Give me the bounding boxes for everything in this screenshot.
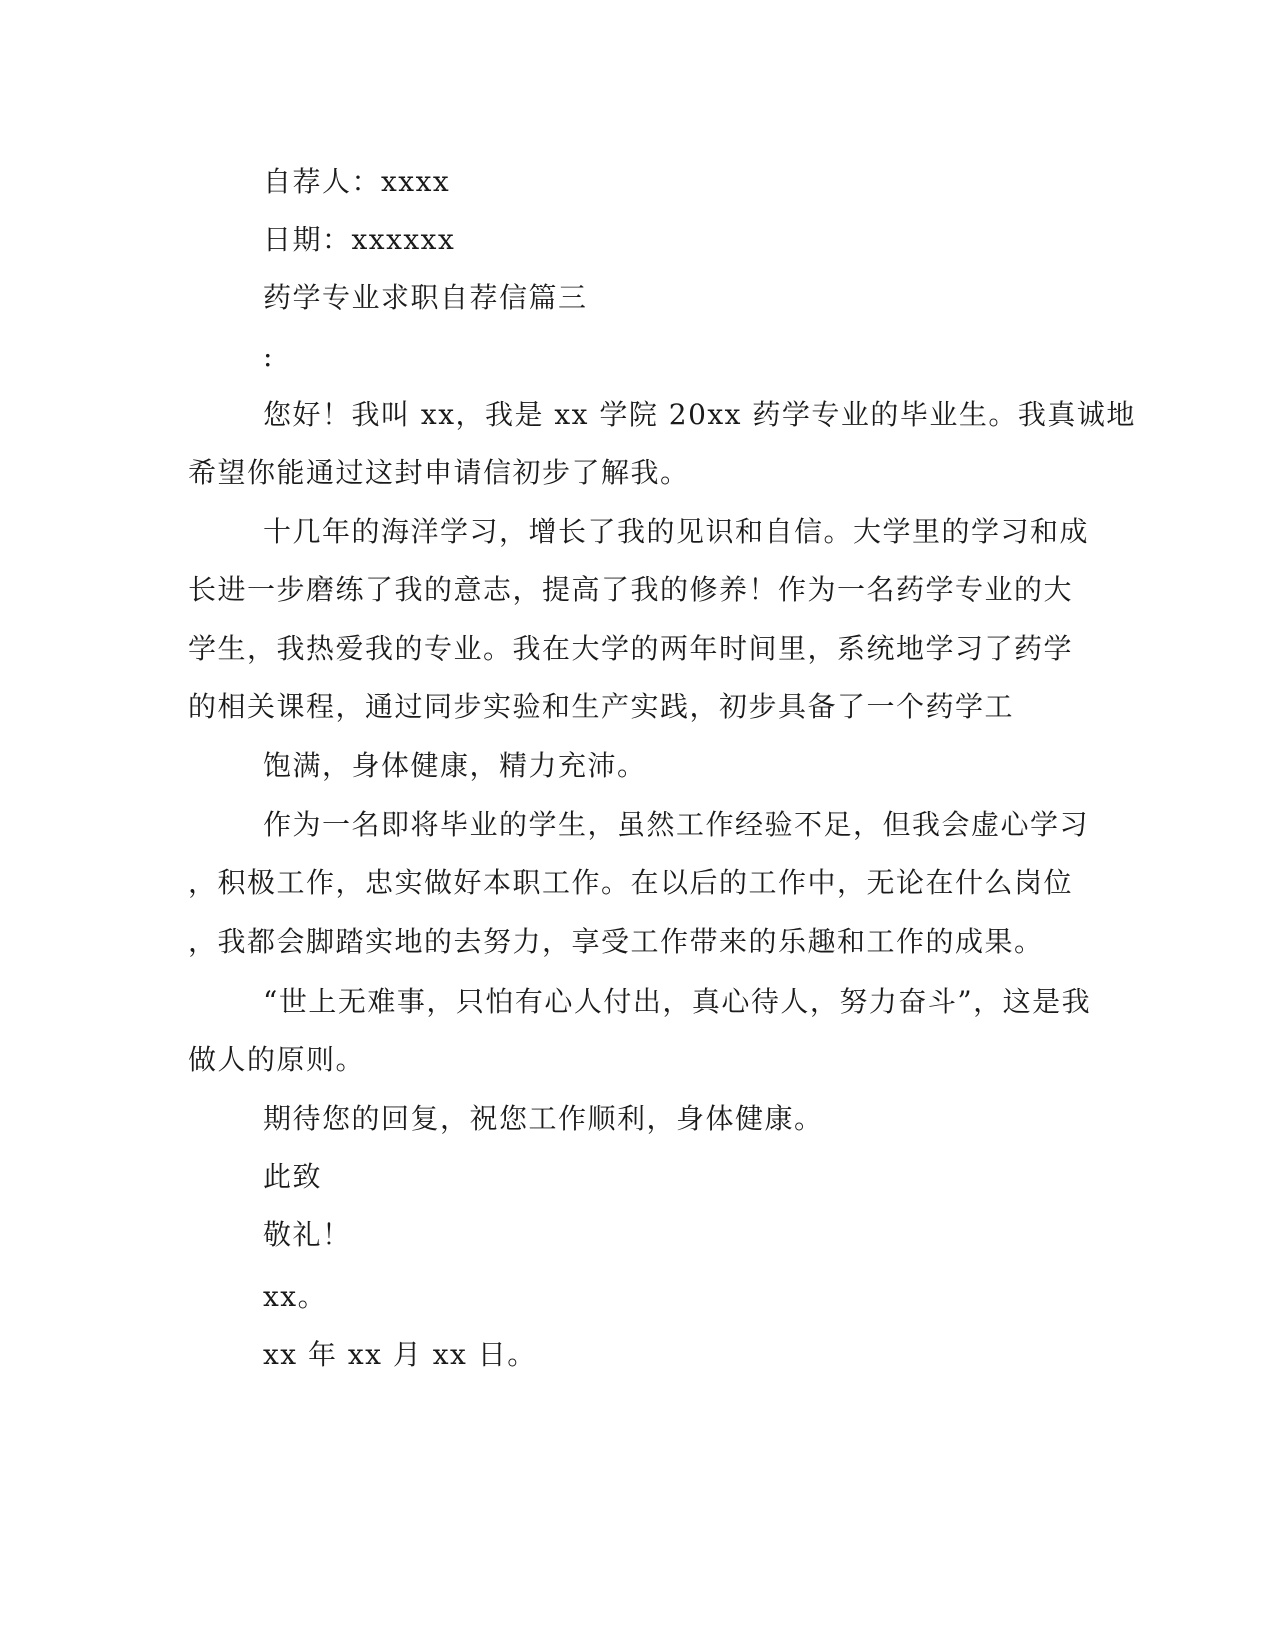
- closing-cizhi: 此致: [263, 1160, 323, 1193]
- signature-date: xx 年 xx 月 xx 日。: [263, 1338, 537, 1371]
- paragraph-line: ，积极工作，忠实做好本职工作。在以后的工作中，无论在什么岗位: [188, 866, 1074, 899]
- paragraph-line: 您好！我叫 xx，我是 xx 学院 20xx 药学专业的毕业生。我真诚地: [263, 398, 1136, 431]
- paragraph-line: 饱满，身体健康，精力充沛。: [263, 749, 647, 782]
- date-line: 日期：xxxxxx: [263, 223, 456, 256]
- closing-jingli: 敬礼！: [263, 1218, 352, 1251]
- paragraph-line: ，我都会脚踏实地的去努力，享受工作带来的乐趣和工作的成果。: [188, 925, 1044, 958]
- section-title: 药学专业求职自荐信篇三: [263, 281, 588, 314]
- signature-name: xx。: [263, 1280, 328, 1313]
- paragraph-line: 作为一名即将毕业的学生，虽然工作经验不足，但我会虚心学习: [263, 808, 1090, 841]
- paragraph-line: 长进一步磨练了我的意志，提高了我的修养！作为一名药学专业的大: [188, 573, 1074, 606]
- paragraph-line: 希望你能通过这封申请信初步了解我。: [188, 456, 690, 489]
- paragraph-line: 学生，我热爱我的专业。我在大学的两年时间里，系统地学习了药学: [188, 632, 1074, 665]
- paragraph-line: “世上无难事，只怕有心人付出，真心待人，努力奋斗”，这是我: [263, 985, 1092, 1018]
- paragraph-line: 的相关课程，通过同步实验和生产实践，初步具备了一个药学工: [188, 690, 1015, 723]
- recommender-line: 自荐人：xxxx: [263, 165, 451, 198]
- paragraph-line: 十几年的海洋学习，增长了我的见识和自信。大学里的学习和成: [263, 515, 1090, 548]
- salutation-colon: :: [263, 340, 274, 373]
- paragraph-line: 做人的原则。: [188, 1043, 366, 1076]
- closing-wish-line: 期待您的回复，祝您工作顺利，身体健康。: [263, 1102, 824, 1135]
